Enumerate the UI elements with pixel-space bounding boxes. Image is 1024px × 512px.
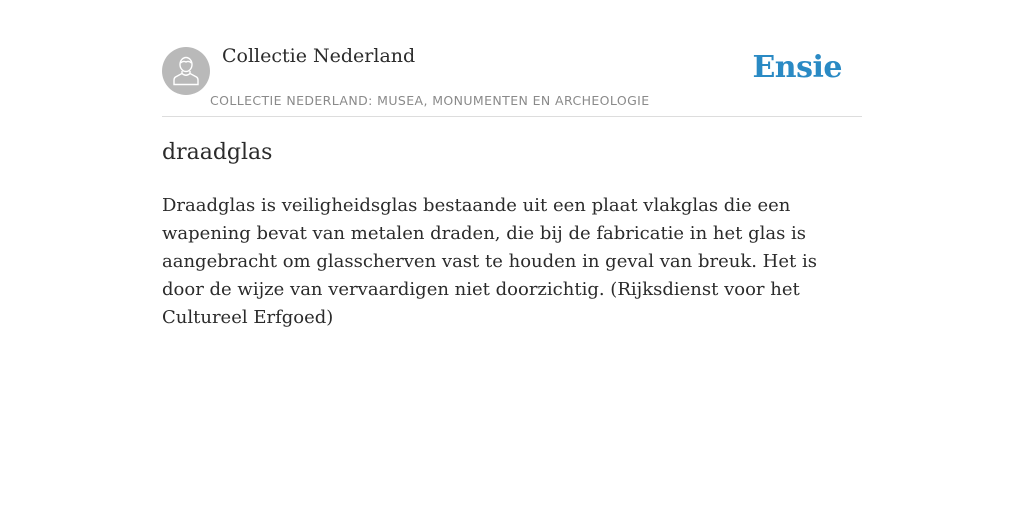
author-subtitle: COLLECTIE NEDERLAND: MUSEA, MONUMENTEN EN ARCHEOLOGIE: [210, 93, 650, 108]
user-avatar-icon: [173, 56, 199, 86]
brand-logo[interactable]: Ensie: [752, 50, 842, 85]
author-name[interactable]: Collectie Nederland: [222, 45, 416, 67]
entry-title: draadglas: [162, 140, 273, 165]
entry-body: Draadglas is veiligheidsglas bestaande uit een plaat vlakglas die een wapening bevat van metalen draden, die bij de fabricatie in het glas is aangebracht om glasscherven vast te houden in geval van breuk. Het is door de wijze van vervaardigen niet doorzichtig. (Rijksdienst voor het Cultureel Erfgoed): [162, 195, 817, 328]
header: [162, 0, 862, 117]
avatar[interactable]: [162, 47, 210, 95]
